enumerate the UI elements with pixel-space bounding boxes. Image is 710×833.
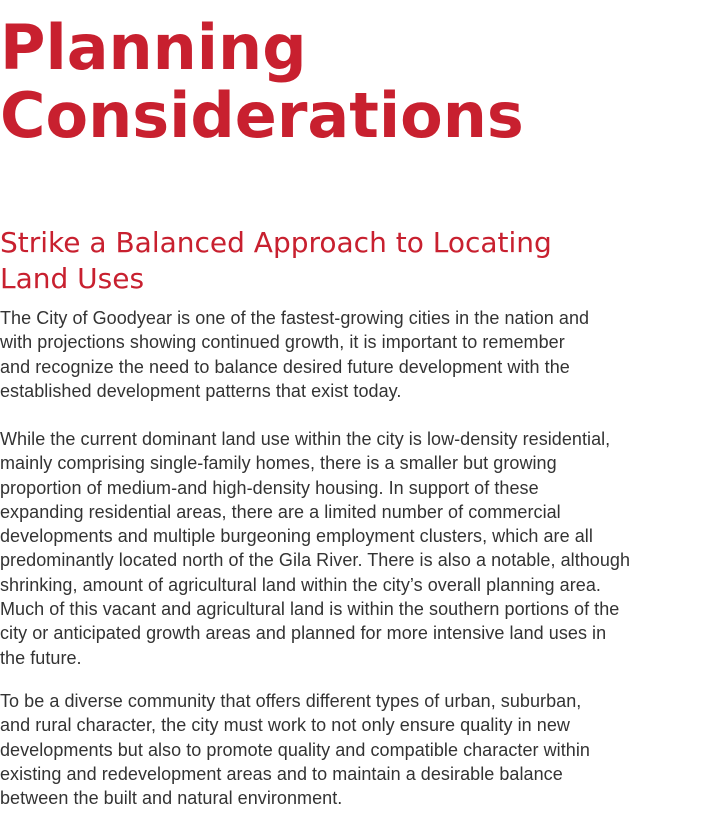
section-heading-line: Strike a Balanced Approach to Locating xyxy=(0,226,552,259)
paragraph-line: expanding residential areas, there are a limited number of commercial xyxy=(0,501,561,522)
paragraph-line: proportion of medium-and high-density housing. In support of these xyxy=(0,477,539,498)
section-heading xyxy=(0,225,552,297)
paragraph-line: developments and multiple burgeoning employment clusters, which are all xyxy=(0,526,593,547)
page-title-line: Planning xyxy=(0,11,307,84)
paragraph-line: developments but also to promote quality and compatible character within xyxy=(0,739,590,760)
paragraph-line: While the current dominant land use within the city is low-density residential, xyxy=(0,429,611,449)
page-title xyxy=(0,11,524,152)
paragraph-line: with projections showing continued growth, it is important to remember xyxy=(0,332,565,353)
paragraph-line: To be a diverse community that offers different types of urban, suburban, xyxy=(0,691,582,711)
paragraph-line: established development patterns that exist today. xyxy=(0,380,402,401)
paragraph-line: mainly comprising single-family homes, there is a smaller but growing xyxy=(0,453,557,474)
paragraph-line: and rural character, the city must work to not only ensure quality in new xyxy=(0,715,570,736)
paragraph-line: Much of this vacant and agricultural land is within the southern portions of the xyxy=(0,599,620,620)
page-title-line: Considerations xyxy=(0,79,524,152)
paragraph-3 xyxy=(0,689,590,810)
paragraph-line: existing and redevelopment areas and to maintain a desirable balance xyxy=(0,763,563,784)
paragraph-1 xyxy=(0,306,589,403)
paragraph-line: The City of Goodyear is one of the fastest-growing cities in the nation and xyxy=(0,308,590,328)
section-heading-line: Land Uses xyxy=(0,262,145,295)
paragraph-line: shrinking, amount of agricultural land within the city’s overall planning area. xyxy=(0,574,601,595)
paragraph-line: and recognize the need to balance desired future development with the xyxy=(0,356,570,377)
paragraph-line: city or anticipated growth areas and planned for more intensive land uses in xyxy=(0,623,607,644)
paragraph-line: predominantly located north of the Gila River. There is also a notable, although xyxy=(0,550,631,571)
paragraph-2 xyxy=(0,427,630,670)
paragraph-line: between the built and natural environment. xyxy=(0,788,343,809)
paragraph-line: the future. xyxy=(0,647,82,668)
